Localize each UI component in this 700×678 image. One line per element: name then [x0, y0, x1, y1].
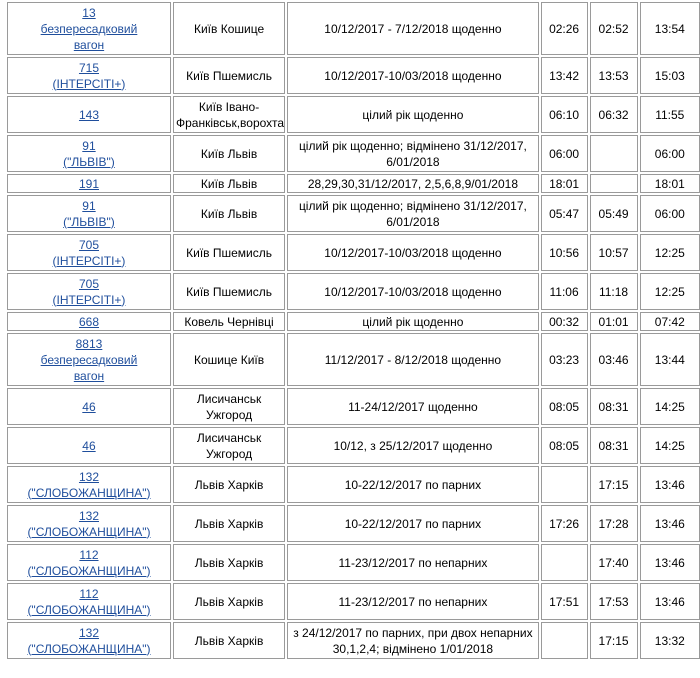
destination-time-cell: 12:25 [640, 234, 700, 271]
train-number-link[interactable] [10, 508, 168, 540]
train-label-line: 46 [82, 399, 96, 414]
route-line: Львів Харків [194, 477, 264, 492]
train-label-line: безпересадковий [40, 21, 138, 36]
table-row [7, 312, 700, 331]
departure-time-cell: 17:28 [590, 505, 638, 542]
train-cell [7, 273, 171, 310]
route-line: Ужгород [206, 446, 253, 461]
departure-time-cell: 08:31 [590, 388, 638, 425]
departure-time-cell [590, 135, 638, 172]
destination-time-cell: 11:55 [640, 96, 700, 133]
period-line: 6/01/2018 [386, 214, 440, 229]
departure-time-cell: 02:52 [590, 2, 638, 55]
route-line: Київ Львів [200, 206, 258, 221]
period-cell [287, 544, 539, 581]
route-cell [173, 312, 285, 331]
train-cell [7, 466, 171, 503]
train-label-line: 112 [79, 547, 99, 562]
route-line: Ковель Чернівці [184, 314, 274, 329]
destination-time-cell: 13:46 [640, 583, 700, 620]
destination-time-cell: 07:42 [640, 312, 700, 331]
train-label-line: ("СЛОБОЖАНЩИНА") [27, 641, 151, 656]
route-cell [173, 234, 285, 271]
period-line: 10/12/2017-10/03/2018 щоденно [324, 284, 502, 299]
period-cell [287, 57, 539, 94]
train-label-line: ("СЛОБОЖАНЩИНА") [27, 602, 151, 617]
train-cell [7, 174, 171, 193]
table-row [7, 2, 700, 55]
route-line: Лисичанськ [196, 391, 262, 406]
train-cell [7, 505, 171, 542]
period-line: 10/12, з 25/12/2017 щоденно [333, 438, 493, 453]
table-row [7, 466, 700, 503]
train-label-line: 715 [78, 60, 99, 75]
departure-time-cell: 17:15 [590, 622, 638, 659]
table-row [7, 135, 700, 172]
train-cell [7, 333, 171, 386]
train-number-link[interactable] [10, 547, 168, 579]
route-cell [173, 135, 285, 172]
train-label-line: 705 [78, 276, 99, 291]
arrival-time-cell: 08:05 [541, 388, 588, 425]
route-cell [173, 466, 285, 503]
train-label-line: 143 [78, 107, 99, 122]
route-line: Київ Пшемисль [186, 284, 272, 299]
destination-time-cell: 14:25 [640, 427, 700, 464]
train-cell [7, 234, 171, 271]
departure-time-cell [590, 174, 638, 193]
period-cell [287, 583, 539, 620]
period-cell [287, 2, 539, 55]
period-cell [287, 273, 539, 310]
train-cell [7, 622, 171, 659]
train-number-link[interactable] [10, 586, 168, 618]
train-number-link[interactable] [10, 469, 168, 501]
train-cell [7, 96, 171, 133]
route-cell [173, 583, 285, 620]
train-label-line: 132 [78, 625, 99, 640]
destination-time-cell: 06:00 [640, 195, 700, 232]
train-cell [7, 135, 171, 172]
destination-time-cell: 12:25 [640, 273, 700, 310]
train-label-line: (ІНТЕРСІТІ+) [52, 292, 126, 307]
route-cell [173, 2, 285, 55]
arrival-time-cell [541, 466, 588, 503]
arrival-time-cell: 17:26 [541, 505, 588, 542]
train-label-line: 46 [82, 438, 96, 453]
train-number-link[interactable] [10, 176, 168, 192]
departure-time-cell: 06:32 [590, 96, 638, 133]
destination-time-cell: 15:03 [640, 57, 700, 94]
arrival-time-cell: 05:47 [541, 195, 588, 232]
train-label-line: ("СЛОБОЖАНЩИНА") [27, 485, 151, 500]
period-cell [287, 427, 539, 464]
table-row [7, 388, 700, 425]
period-line: 6/01/2018 [386, 154, 440, 169]
route-line: Київ Львів [200, 146, 258, 161]
route-line: Львів Харків [194, 633, 264, 648]
route-cell [173, 174, 285, 193]
train-label-line: 132 [78, 469, 99, 484]
table-row [7, 583, 700, 620]
arrival-time-cell: 18:01 [541, 174, 588, 193]
period-line: 11-23/12/2017 по непарних [338, 555, 488, 570]
departure-time-cell: 11:18 [590, 273, 638, 310]
period-cell [287, 622, 539, 659]
period-cell [287, 466, 539, 503]
period-cell [287, 174, 539, 193]
arrival-time-cell: 17:51 [541, 583, 588, 620]
period-line: 11-23/12/2017 по непарних [338, 594, 488, 609]
train-label-line: 91 [82, 198, 96, 213]
train-cell [7, 57, 171, 94]
train-label-line: 668 [78, 314, 99, 329]
arrival-time-cell: 03:23 [541, 333, 588, 386]
train-label-line: 91 [82, 138, 96, 153]
period-line: 11/12/2017 - 8/12/2018 щоденно [324, 352, 502, 367]
period-line: 10-22/12/2017 по парних [344, 516, 482, 531]
table-row [7, 273, 700, 310]
period-line: 10/12/2017 - 7/12/2018 щоденно [324, 21, 502, 36]
departure-time-cell: 10:57 [590, 234, 638, 271]
train-number-link[interactable] [10, 438, 168, 454]
train-cell [7, 427, 171, 464]
table-row [7, 195, 700, 232]
departure-time-cell: 17:53 [590, 583, 638, 620]
train-cell [7, 195, 171, 232]
train-label-line: 13 [82, 5, 96, 20]
train-number-link[interactable] [10, 314, 168, 330]
table-row [7, 505, 700, 542]
arrival-time-cell: 13:42 [541, 57, 588, 94]
route-line: Франківськ,ворохта [175, 115, 285, 130]
destination-time-cell: 13:46 [640, 505, 700, 542]
train-label-line: безпересадковий [40, 352, 138, 367]
train-cell [7, 312, 171, 331]
route-line: Лисичанськ [196, 430, 262, 445]
destination-time-cell: 13:54 [640, 2, 700, 55]
route-cell [173, 622, 285, 659]
route-line: Львів Харків [194, 594, 264, 609]
period-cell [287, 333, 539, 386]
period-line: 10/12/2017-10/03/2018 щоденно [324, 245, 502, 260]
arrival-time-cell: 08:05 [541, 427, 588, 464]
table-row [7, 333, 700, 386]
departure-time-cell: 03:46 [590, 333, 638, 386]
arrival-time-cell: 06:00 [541, 135, 588, 172]
period-line: 11-24/12/2017 щоденно [348, 399, 478, 414]
arrival-time-cell: 11:06 [541, 273, 588, 310]
route-cell [173, 333, 285, 386]
train-label-line: ("ЛЬВІВ") [63, 154, 115, 169]
destination-time-cell: 14:25 [640, 388, 700, 425]
arrival-time-cell [541, 544, 588, 581]
train-label-line: ("ЛЬВІВ") [63, 214, 115, 229]
destination-time-cell: 13:46 [640, 544, 700, 581]
train-number-link[interactable] [10, 138, 168, 170]
period-cell [287, 234, 539, 271]
period-cell [287, 195, 539, 232]
destination-time-cell: 18:01 [640, 174, 700, 193]
route-line: Київ Львів [200, 176, 258, 191]
arrival-time-cell: 02:26 [541, 2, 588, 55]
destination-time-cell: 13:44 [640, 333, 700, 386]
route-cell [173, 427, 285, 464]
period-cell [287, 312, 539, 331]
train-number-link[interactable] [10, 399, 168, 415]
destination-time-cell: 13:46 [640, 466, 700, 503]
train-label-line: вагон [73, 37, 105, 52]
train-cell [7, 2, 171, 55]
period-line: 10-22/12/2017 по парних [344, 477, 482, 492]
departure-time-cell: 01:01 [590, 312, 638, 331]
departure-time-cell: 08:31 [590, 427, 638, 464]
period-cell [287, 388, 539, 425]
route-cell [173, 544, 285, 581]
departure-time-cell: 17:40 [590, 544, 638, 581]
table-row [7, 96, 700, 133]
route-cell [173, 388, 285, 425]
departure-time-cell: 13:53 [590, 57, 638, 94]
train-number-link[interactable] [10, 5, 168, 53]
period-line: 30,1,2,4; відмінено 1/01/2018 [332, 641, 494, 656]
table-row [7, 427, 700, 464]
route-line: Кошице Київ [193, 352, 265, 367]
schedule-rows [7, 0, 700, 659]
train-cell [7, 544, 171, 581]
period-line: 10/12/2017-10/03/2018 щоденно [324, 68, 502, 83]
period-line: з 24/12/2017 по парних, при двох непарних [293, 625, 533, 640]
train-number-link[interactable] [10, 198, 168, 230]
train-number-link[interactable] [10, 237, 168, 269]
train-number-link[interactable] [10, 60, 168, 92]
table-row [7, 622, 700, 659]
period-cell [287, 96, 539, 133]
route-line: Київ Пшемисль [186, 68, 272, 83]
destination-time-cell: 06:00 [640, 135, 700, 172]
period-line: цілий рік щоденно; відмінено 31/12/2017, [298, 138, 527, 153]
train-number-link[interactable] [10, 276, 168, 308]
arrival-time-cell: 06:10 [541, 96, 588, 133]
route-line: Львів Харків [194, 555, 264, 570]
route-line: Київ Пшемисль [186, 245, 272, 260]
table-row [7, 174, 700, 193]
route-cell [173, 96, 285, 133]
train-label-line: 191 [78, 176, 99, 191]
train-label-line: вагон [73, 368, 105, 383]
train-label-line: 705 [78, 237, 99, 252]
route-line: Київ Івано- [198, 99, 260, 114]
train-label-line: 132 [78, 508, 99, 523]
train-number-link[interactable] [10, 336, 168, 384]
arrival-time-cell: 10:56 [541, 234, 588, 271]
table-row [7, 544, 700, 581]
route-line: Київ Кошице [193, 21, 265, 36]
train-schedule-table [5, 0, 700, 661]
arrival-time-cell: 00:32 [541, 312, 588, 331]
train-cell [7, 583, 171, 620]
train-label-line: (ІНТЕРСІТІ+) [52, 253, 126, 268]
train-number-link[interactable] [10, 625, 168, 657]
period-line: цілий рік щоденно; відмінено 31/12/2017, [298, 198, 527, 213]
train-cell [7, 388, 171, 425]
route-cell [173, 195, 285, 232]
period-cell [287, 505, 539, 542]
period-line: цілий рік щоденно [362, 314, 464, 329]
period-line: 28,29,30,31/12/2017, 2,5,6,8,9/01/2018 [307, 176, 518, 191]
route-cell [173, 505, 285, 542]
route-line: Ужгород [206, 407, 253, 422]
departure-time-cell: 17:15 [590, 466, 638, 503]
period-cell [287, 135, 539, 172]
train-label-line: (ІНТЕРСІТІ+) [52, 76, 126, 91]
departure-time-cell: 05:49 [590, 195, 638, 232]
train-label-line: 112 [79, 586, 99, 601]
route-cell [173, 57, 285, 94]
train-number-link[interactable] [10, 107, 168, 123]
route-cell [173, 273, 285, 310]
train-label-line: ("СЛОБОЖАНЩИНА") [27, 524, 151, 539]
train-label-line: 8813 [75, 336, 103, 351]
destination-time-cell: 13:32 [640, 622, 700, 659]
route-line: Львів Харків [194, 516, 264, 531]
arrival-time-cell [541, 622, 588, 659]
train-label-line: ("СЛОБОЖАНЩИНА") [27, 563, 151, 578]
table-row [7, 57, 700, 94]
table-row [7, 234, 700, 271]
period-line: цілий рік щоденно [362, 107, 464, 122]
